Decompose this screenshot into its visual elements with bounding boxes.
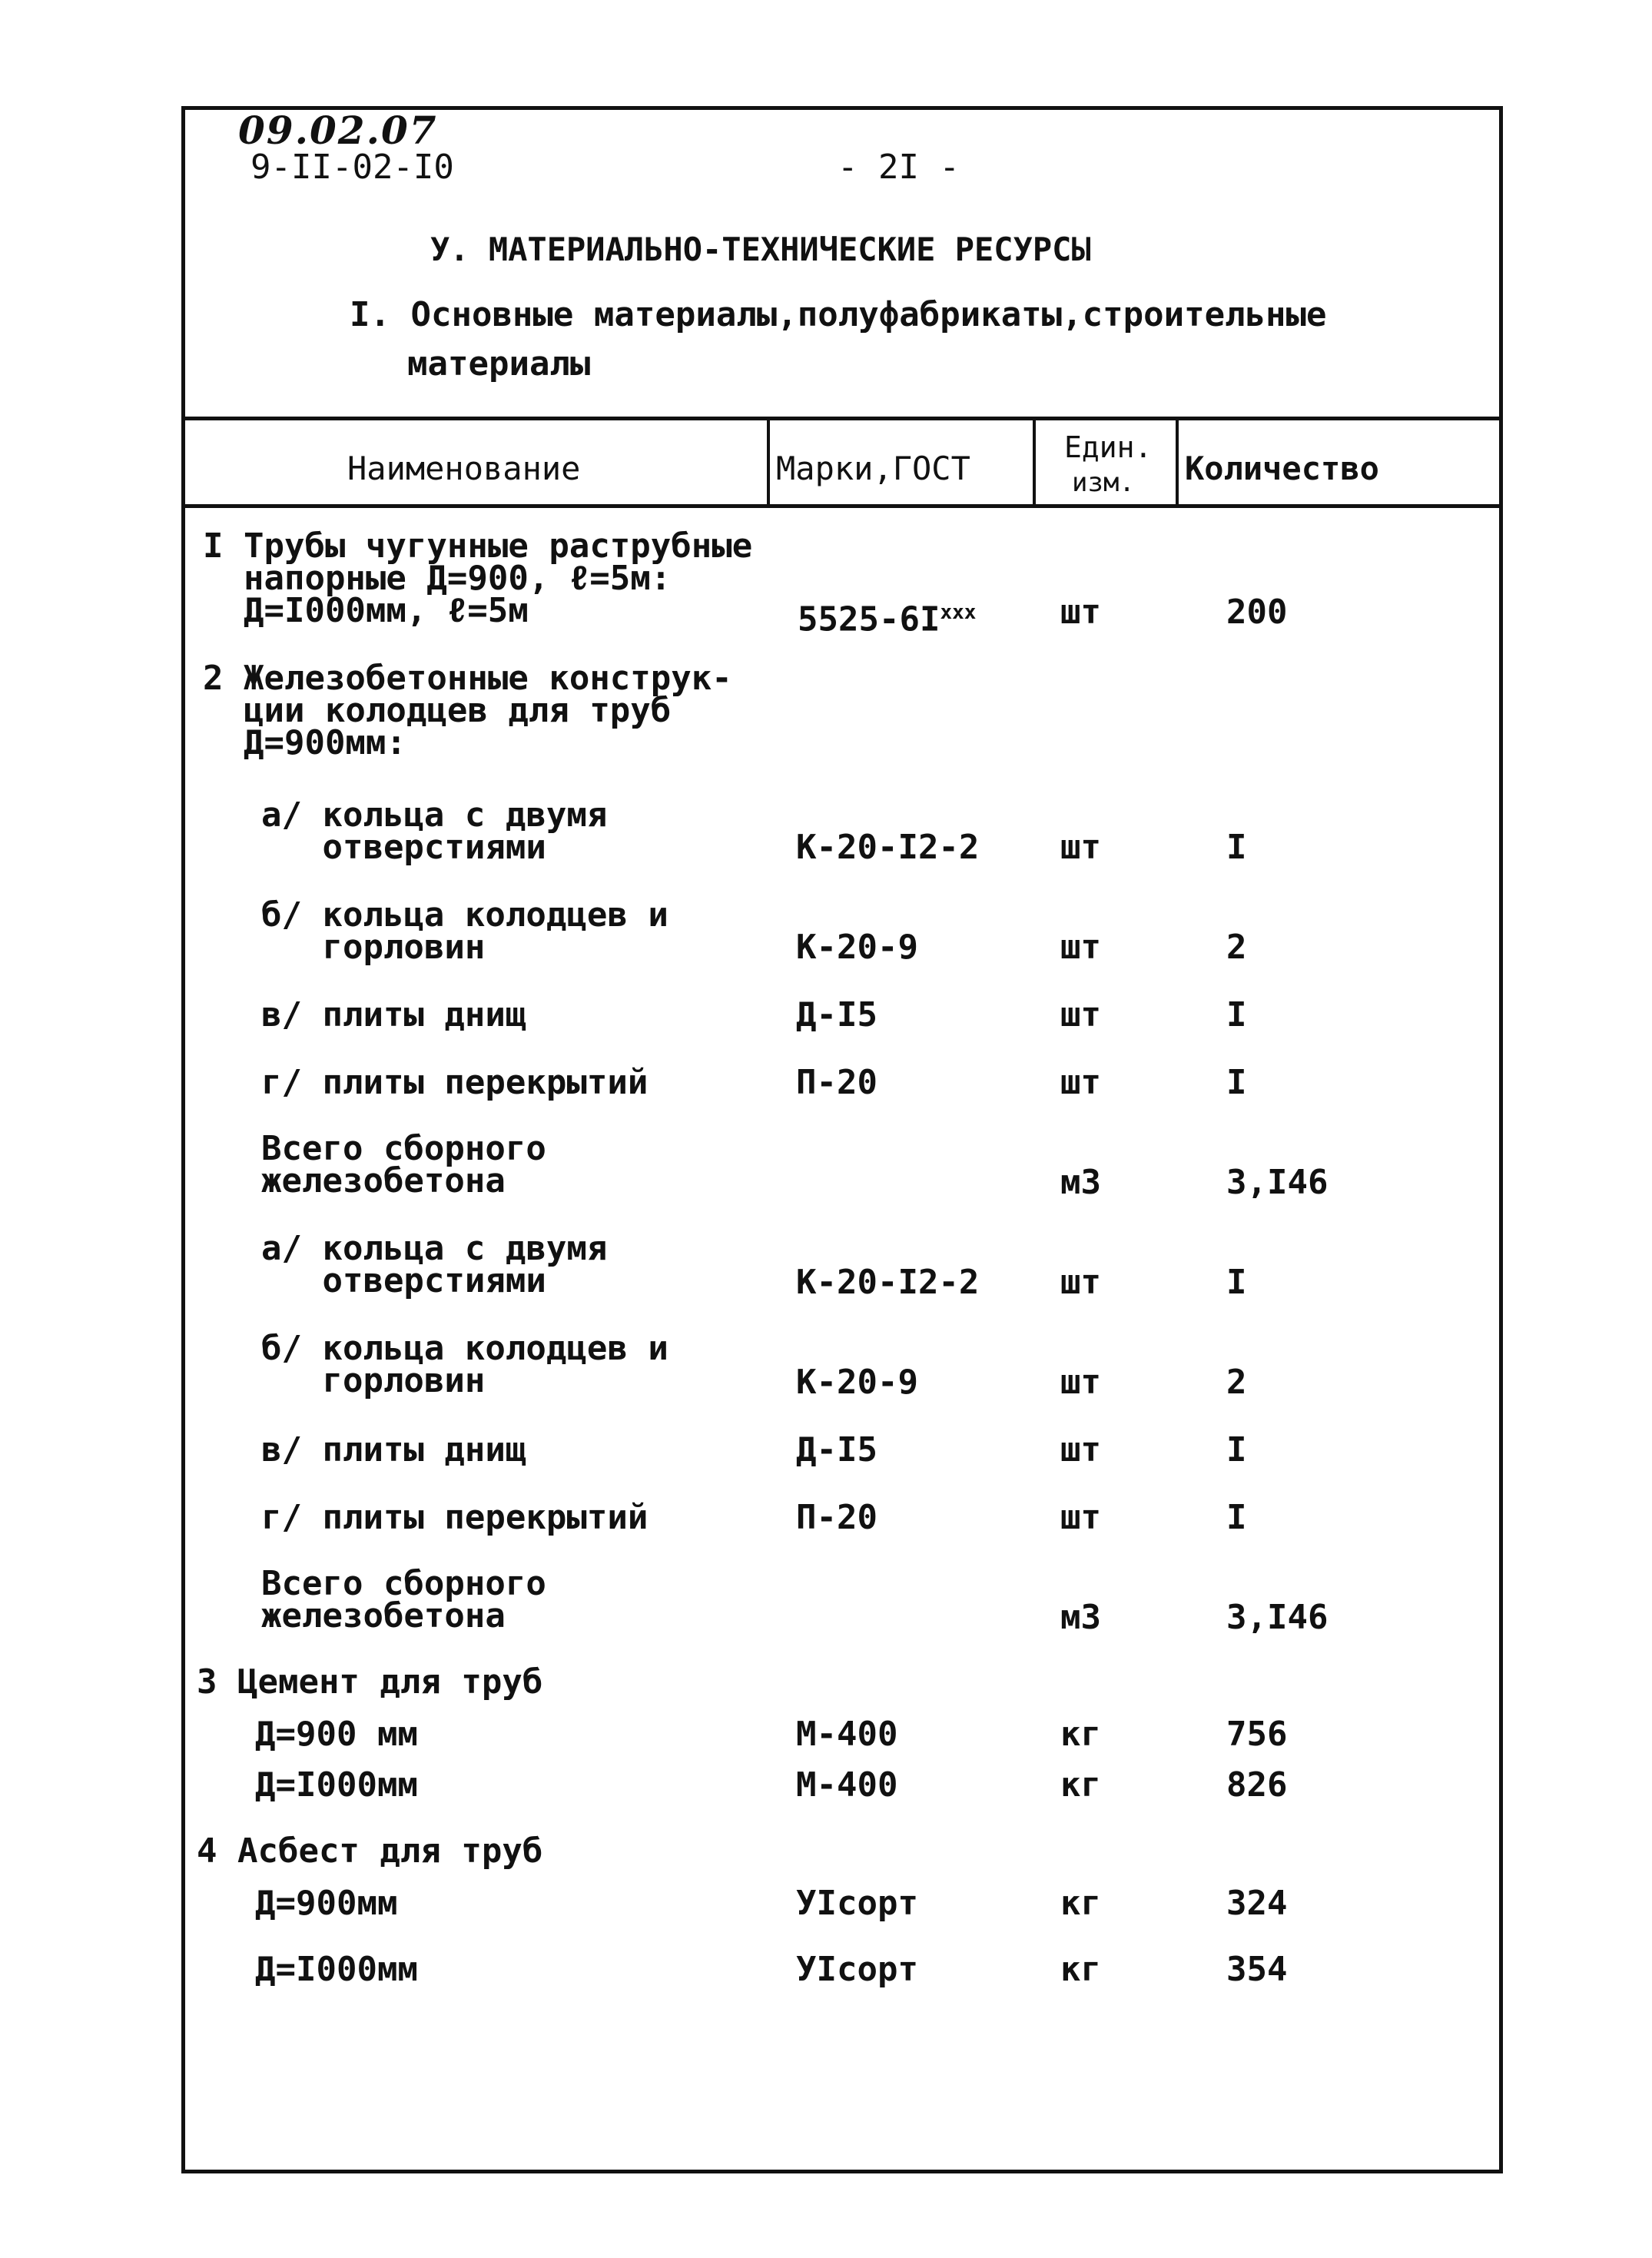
table-header-rule — [181, 504, 1503, 508]
table-row-name: г/ плиты перекрытий — [261, 1498, 649, 1537]
table-row-mark: М-400 — [796, 1715, 898, 1754]
table-row-unit: м3 — [1060, 1598, 1101, 1637]
table-row-mark: Д-I5 — [796, 1430, 877, 1469]
table-row-unit: м3 — [1060, 1163, 1101, 1202]
header-unit-line2: изм. — [1072, 467, 1135, 498]
table-row-mark: Д-I5 — [796, 995, 877, 1034]
table-row-qty: 2 — [1226, 928, 1247, 967]
table-row-qty: 3,I46 — [1226, 1598, 1329, 1637]
table-row-name: 4 Асбест для труб — [197, 1831, 543, 1871]
table-row-name: б/ кольца колодцев и горловин — [261, 895, 668, 967]
header-unit-line1: Един. — [1064, 430, 1153, 464]
table-row-name: Д=900мм — [255, 1884, 398, 1923]
table-row-mark: К-20-I2-2 — [796, 828, 980, 867]
table-row-mark: П-20 — [796, 1498, 877, 1537]
table-row-unit: шт — [1060, 828, 1101, 867]
table-row-qty: I — [1226, 1263, 1247, 1302]
table-row-name: 3 Цемент для труб — [197, 1662, 543, 1702]
table-row-qty: 756 — [1226, 1715, 1288, 1754]
section-title: У. МАТЕРИАЛЬНО-ТЕХНИЧЕСКИЕ РЕСУРСЫ — [430, 231, 1091, 268]
table-row-name: а/ кольца с двумя отверстиями — [261, 1229, 608, 1300]
table-row-qty: 826 — [1226, 1765, 1288, 1805]
table-row-name: б/ кольца колодцев и горловин — [261, 1329, 668, 1400]
handwritten-date: 09.02.07 — [238, 108, 438, 153]
table-row-qty: 2 — [1226, 1363, 1247, 1402]
table-row-qty: 324 — [1226, 1884, 1288, 1923]
table-row-unit: шт — [1060, 928, 1101, 967]
table-row-name: 2 Железобетонные конструк- ции колодцев для труб Д=900мм: — [203, 659, 732, 762]
column-divider-3 — [1176, 417, 1179, 507]
table-row-unit: шт — [1060, 1430, 1101, 1469]
table-row-qty: I — [1226, 828, 1247, 867]
table-row-qty: I — [1226, 1498, 1247, 1537]
table-row-name: в/ плиты днищ — [261, 995, 526, 1034]
table-row-unit: шт — [1060, 1063, 1101, 1102]
table-row-name: а/ кольца с двумя отверстиями — [261, 795, 608, 867]
table-row-unit: кг — [1060, 1884, 1101, 1923]
table-row-mark: К-20-9 — [796, 928, 918, 967]
table-row-mark — [798, 596, 977, 639]
table-row-name: I Трубы чугунные раструбные напорные Д=900, ℓ=5м: Д=I000мм, ℓ=5м — [203, 526, 753, 630]
table-row-unit: шт — [1060, 1363, 1101, 1402]
table-row-qty: I — [1226, 1430, 1247, 1469]
document-code: 9-II-02-I0 — [250, 148, 454, 187]
table-row-mark: М-400 — [796, 1765, 898, 1805]
table-row-unit: шт — [1060, 593, 1101, 632]
table-row-unit: кг — [1060, 1765, 1101, 1805]
table-row-unit: шт — [1060, 995, 1101, 1034]
table-row-mark: УIсорт — [796, 1884, 918, 1923]
table-row-name: Д=I000мм — [255, 1765, 418, 1805]
table-row-qty: I — [1226, 1063, 1247, 1102]
table-row-qty: 200 — [1226, 593, 1288, 632]
table-row-unit: шт — [1060, 1263, 1101, 1302]
table-row-unit: шт — [1060, 1498, 1101, 1537]
table-row-name: Д=I000мм — [255, 1950, 418, 1989]
header-mark: Марки,ГОСТ — [776, 450, 970, 487]
header-name: Наименование — [347, 450, 581, 487]
page-number: - 2I - — [838, 148, 960, 187]
subsection-title-line1: I. Основные материалы,полуфабрикаты,строительные — [350, 295, 1327, 334]
table-row-unit: кг — [1060, 1715, 1101, 1754]
table-row-unit: кг — [1060, 1950, 1101, 1989]
table-row-name: Всего сборного железобетона — [261, 1129, 546, 1200]
mark-value: 5525-6I — [798, 599, 940, 639]
table-row-name: Д=900 мм — [255, 1715, 418, 1754]
mark-superscript: ххх — [940, 601, 977, 624]
table-row-name: г/ плиты перекрытий — [261, 1063, 649, 1102]
column-divider-2 — [1033, 417, 1036, 507]
table-row-mark: УIсорт — [796, 1950, 918, 1989]
table-row-qty: 354 — [1226, 1950, 1288, 1989]
table-row-qty: 3,I46 — [1226, 1163, 1329, 1202]
table-row-mark: К-20-I2-2 — [796, 1263, 980, 1302]
subsection-title-line2: материалы — [407, 344, 591, 384]
table-row-name: в/ плиты днищ — [261, 1430, 526, 1469]
table-row-name: Всего сборного железобетона — [261, 1564, 546, 1635]
header-qty: Количество — [1185, 450, 1379, 487]
column-divider-1 — [767, 417, 770, 507]
table-row-mark: П-20 — [796, 1063, 877, 1102]
table-row-qty: I — [1226, 995, 1247, 1034]
table-top-rule — [181, 417, 1503, 420]
table-row-mark: К-20-9 — [796, 1363, 918, 1402]
